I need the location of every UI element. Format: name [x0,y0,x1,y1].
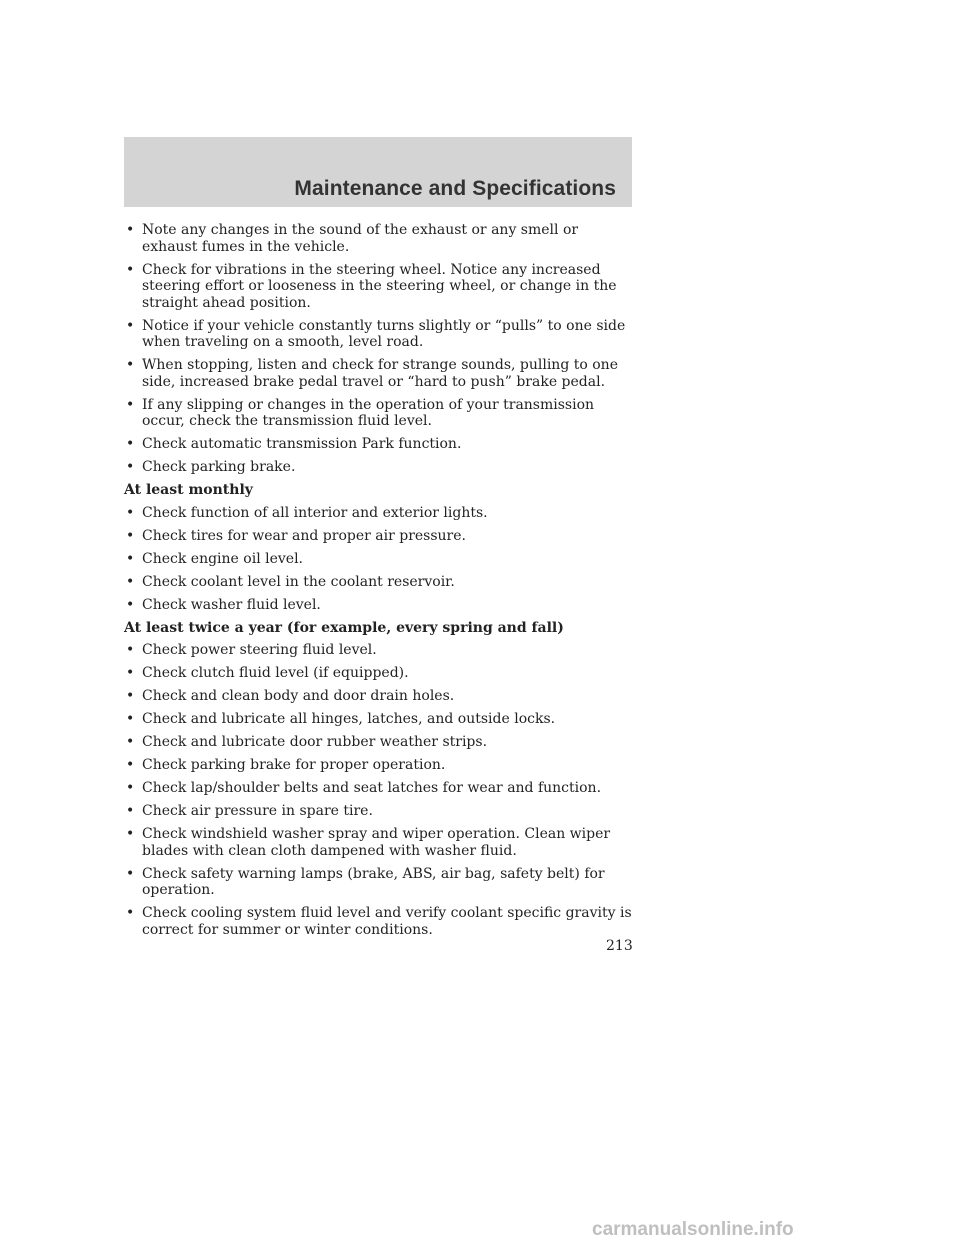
list-item-text: Check parking brake for proper operation. [142,757,446,773]
list-item [124,436,634,453]
bullet-icon: • [126,826,135,842]
list-item-text: Check washer fluid level. [142,596,321,613]
list-item [124,688,634,705]
list-item [124,357,634,390]
bullet-icon: • [126,665,135,681]
list-item-text: Check cooling system fluid level and verify coolant specific gravity is correct for summer or winter conditions. [142,905,632,938]
list-item [124,826,634,859]
list-item-text: Check and lubricate door rubber weather strips. [142,734,488,750]
list-item-text: Check coolant level in the coolant reservoir. [142,573,455,590]
bullet-icon: • [126,396,135,413]
section-title: Maintenance and Specifications [294,177,616,200]
page-content [124,222,634,945]
list-item [124,734,634,751]
list-item [124,262,634,312]
list-item-text: Check engine oil level. [142,550,303,567]
list-item-text: When stopping, listen and check for strange sounds, pulling to one side, increased brake pedal travel or “hard to push” brake pedal. [142,357,618,390]
page-number: 213 [606,938,633,954]
list-item [124,665,634,682]
list-item [124,642,634,659]
list-item-text: Check function of all interior and exterior lights. [142,504,488,521]
list-item-text: Notice if your vehicle constantly turns slightly or “pulls” to one side when traveling on a smooth, level road. [142,317,626,350]
list-item [124,780,634,797]
list-item [124,528,634,545]
section-heading-monthly: At least monthly [124,482,253,498]
list-item [124,459,634,476]
list-item [124,574,634,591]
list-item-text: Check for vibrations in the steering wheel. Notice any increased steering effort or looseness in the steering wheel, or change in the straight ahead position. [142,261,617,311]
bullet-icon: • [126,261,135,278]
bullet-icon: • [126,780,135,796]
list-item [124,222,634,255]
bullet-icon: • [126,459,135,475]
bullet-icon: • [126,436,135,452]
bullet-icon: • [126,757,135,773]
list-item-text: Check windshield washer spray and wiper operation. Clean wiper blades with clean cloth dampened with washer fluid. [142,826,611,859]
list-item-text: Check lap/shoulder belts and seat latches for wear and function. [142,780,602,796]
section-header-band [124,137,632,207]
bullet-icon: • [126,711,135,727]
section-heading-twice-yearly: At least twice a year (for example, every spring and fall) [124,619,564,636]
bullet-icon: • [126,573,135,590]
bullet-icon: • [126,504,135,521]
list-item-text: Check air pressure in spare tire. [142,803,373,819]
list-item [124,551,634,568]
bullet-icon: • [126,550,135,567]
list-item-text: Check and clean body and door drain holes. [142,688,455,704]
list-item-text: Note any changes in the sound of the exhaust or any smell or exhaust fumes in the vehicle. [142,222,579,255]
list-item-text: Check safety warning lamps (brake, ABS, air bag, safety belt) for operation. [142,865,605,898]
bullet-icon: • [126,317,135,334]
list-item [124,866,634,899]
list-item [124,505,634,522]
bullet-icon: • [126,734,135,750]
list-item [124,803,634,820]
list-item [124,597,634,614]
bullet-icon: • [126,688,135,704]
bullet-icon: • [126,642,135,658]
list-item-text: If any slipping or changes in the operation of your transmission occur, check the transmission fluid level. [142,396,595,429]
watermark: carmanualsonline.info [592,1219,794,1240]
list-item [124,397,634,430]
list-item [124,757,634,774]
list-item-text: Check clutch fluid level (if equipped). [142,665,409,681]
bullet-icon: • [126,803,135,819]
bullet-icon: • [126,905,135,921]
list-item-text: Check power steering fluid level. [142,642,377,658]
section-twice-yearly [124,620,634,939]
list-item [124,905,634,938]
list-item [124,711,634,728]
list-item-text: Check tires for wear and proper air pressure. [142,527,466,544]
list-item-text: Check and lubricate all hinges, latches, and outside locks. [142,711,556,727]
list-item-text: Check automatic transmission Park function. [142,436,462,452]
bullet-icon: • [126,222,135,238]
section-monthly [124,482,634,613]
section-general-checks [124,222,634,476]
bullet-icon: • [126,357,135,373]
bullet-icon: • [126,527,135,544]
bullet-icon: • [126,865,135,882]
list-item [124,318,634,351]
list-item-text: Check parking brake. [142,459,296,475]
bullet-icon: • [126,596,135,613]
